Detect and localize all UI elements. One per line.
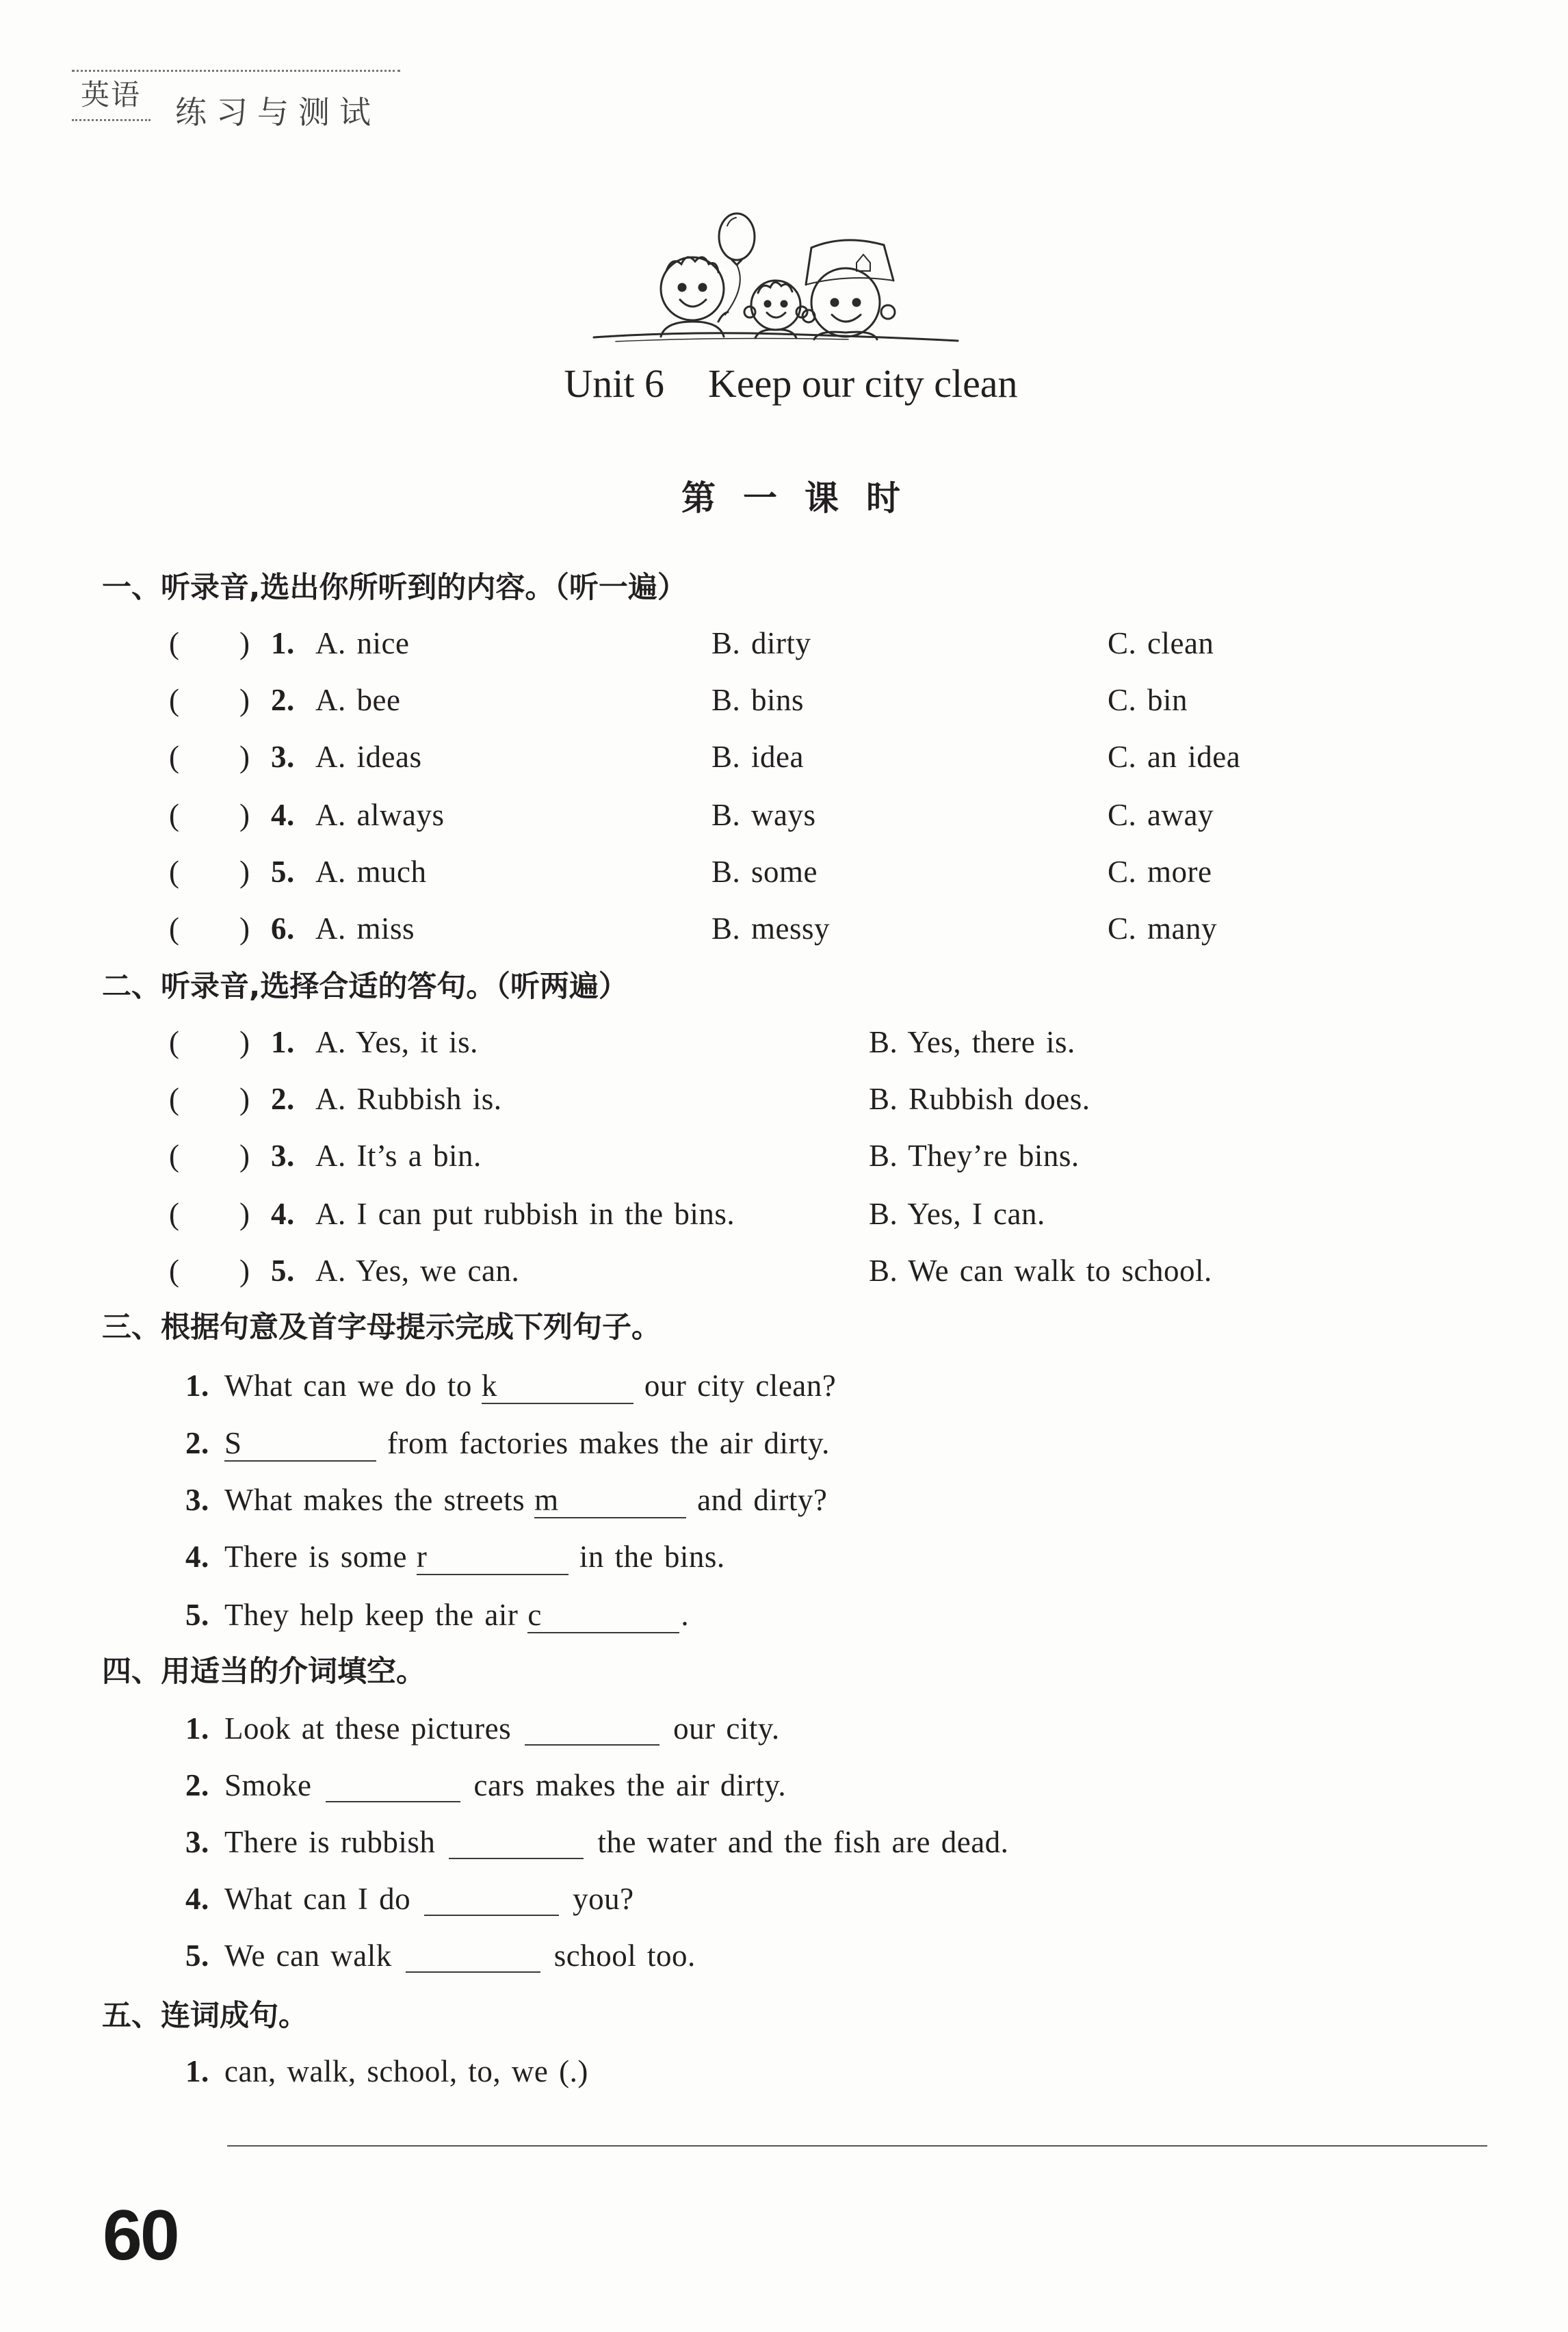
option-a: A. always — [315, 798, 445, 832]
sentence-end: cars makes the air dirty. — [473, 1768, 787, 1802]
option-a: A. Rubbish is. — [315, 1082, 502, 1116]
answer-bracket-close: ) — [239, 626, 250, 660]
answer-blank — [449, 1857, 584, 1859]
header-dotted-line — [72, 70, 400, 72]
kids-balloon-illustration — [588, 205, 971, 363]
section3-heading: 三、根据句意及首字母提示完成下列句子。 — [102, 1310, 661, 1345]
scrambled-words: can, walk, school, to, we (.) — [224, 2054, 588, 2088]
sentence-start: What can I do — [224, 1882, 411, 1916]
unit-name: Keep our city clean — [708, 361, 1018, 406]
hint-fill-item — [185, 1536, 725, 1577]
item-number: 4. — [185, 1882, 209, 1916]
option-b: B. Rubbish does. — [869, 1082, 1090, 1116]
subject-label: 英语 — [81, 78, 142, 112]
kid-right-smile — [832, 315, 861, 322]
sentence-end: the water and the fish are dead. — [597, 1825, 1009, 1859]
item-number: 2. — [185, 1426, 209, 1460]
answer-bracket-open: ( — [169, 683, 180, 717]
item-number: 4. — [271, 1197, 295, 1231]
balloon-shine — [727, 218, 736, 226]
option-a: A. nice — [315, 626, 410, 660]
option-b: B. bins — [711, 683, 805, 717]
item-number: 1. — [185, 2054, 209, 2088]
option-a: A. It’s a bin. — [315, 1139, 482, 1173]
option-b: B. messy — [711, 911, 831, 946]
preposition-item — [185, 1765, 786, 1806]
answer-blank — [417, 1540, 569, 1575]
answer-blank — [534, 1483, 686, 1518]
option-c: C. an idea — [1108, 740, 1241, 774]
option-a: A. miss — [315, 911, 415, 946]
answer-blank — [224, 1426, 376, 1462]
kid-left-face — [661, 257, 724, 320]
item-number: 4. — [271, 798, 295, 832]
answer-bracket-close: ) — [239, 1197, 250, 1231]
answer-blank — [406, 1971, 540, 1973]
kid-middle-smile — [767, 313, 785, 318]
hint-fill-item — [185, 1365, 836, 1406]
sentence-end: in the bins. — [579, 1540, 725, 1574]
answer-bracket-open: ( — [169, 1254, 180, 1288]
answer-bracket-close: ) — [239, 740, 250, 774]
answer-bracket-open: ( — [169, 626, 180, 660]
answer-bracket-open: ( — [169, 1082, 180, 1116]
option-b: B. dirty — [711, 626, 811, 660]
option-a: A. much — [315, 855, 427, 889]
book-title: 练习与测试 — [175, 94, 380, 131]
answer-blank — [424, 1914, 559, 1916]
option-c: C. clean — [1108, 626, 1214, 660]
answer-bracket-close: ) — [239, 1254, 250, 1288]
sentence-start: Look at these pictures — [224, 1711, 512, 1746]
sentence-start: What can we do to — [224, 1369, 472, 1403]
sentence-end: you? — [573, 1882, 634, 1916]
ground-line — [594, 333, 958, 341]
word-order-item — [185, 2051, 588, 2092]
lesson-title: 第一课时 — [681, 478, 928, 518]
section4-heading: 四、用适当的介词填空。 — [102, 1655, 426, 1689]
kid-right-hand — [881, 305, 895, 319]
section1-heading: 一、听录音,选出你所听到的内容。（听一遍） — [102, 571, 687, 605]
answer-bracket-open: ( — [169, 1197, 180, 1231]
kid-right-eye — [831, 299, 838, 306]
answer-bracket-close: ) — [239, 1025, 250, 1059]
balloon — [719, 213, 755, 315]
item-number: 1. — [185, 1369, 209, 1403]
item-number: 3. — [271, 1139, 295, 1173]
sentence-start: There is rubbish — [224, 1825, 436, 1859]
answer-bracket-close: ) — [239, 683, 250, 717]
balloon-body — [719, 213, 755, 260]
hint-fill-item — [185, 1423, 830, 1464]
option-a: A. bee — [315, 683, 401, 717]
item-number: 5. — [271, 855, 295, 889]
balloon-string — [725, 265, 740, 315]
sentence-start: There is some — [224, 1540, 407, 1574]
sentence-start: We can walk — [224, 1939, 392, 1973]
item-number: 6. — [271, 911, 295, 946]
hint-fill-item — [185, 1479, 827, 1520]
answer-blank — [527, 1598, 679, 1633]
subject-underline — [72, 119, 151, 121]
hint-letter: c — [527, 1598, 542, 1632]
kid-left-smile — [680, 300, 706, 307]
option-c: C. more — [1108, 855, 1212, 889]
sentence-end: from factories makes the air dirty. — [387, 1426, 830, 1460]
sentence-end: school too. — [553, 1939, 696, 1973]
answer-bracket-open: ( — [169, 740, 180, 774]
kid-right-hat-brim — [806, 278, 893, 285]
option-c: C. many — [1108, 911, 1217, 946]
kid-right-eye — [853, 299, 860, 306]
kid-middle-hand — [744, 307, 755, 318]
unit-title — [0, 360, 1568, 408]
option-c: C. bin — [1108, 683, 1188, 717]
section2-heading: 二、听录音,选择合适的答句。（听两遍） — [102, 970, 628, 1004]
answer-bracket-close: ) — [239, 798, 250, 832]
kid-middle-eye — [765, 301, 770, 307]
option-b: B. ways — [711, 798, 816, 832]
sentence-start: They help keep the air — [224, 1598, 519, 1632]
preposition-item — [185, 1822, 1008, 1863]
kid-middle-face — [751, 281, 800, 330]
kid-middle-eye — [781, 301, 787, 307]
item-number: 3. — [185, 1483, 209, 1517]
kid-right-hat-house — [857, 255, 870, 271]
kid-right — [802, 240, 895, 339]
answer-bracket-open: ( — [169, 798, 180, 832]
kid-left — [661, 257, 728, 337]
sentence-end: and dirty? — [697, 1483, 828, 1517]
option-c: C. away — [1108, 798, 1214, 832]
unit-number: Unit 6 — [564, 361, 665, 406]
kid-left-hair — [666, 257, 718, 272]
sentence-end: our city clean? — [644, 1369, 837, 1403]
option-b: B. We can walk to school. — [869, 1254, 1212, 1288]
option-b: B. some — [711, 855, 818, 889]
hint-letter: S — [224, 1426, 242, 1460]
item-number: 2. — [271, 683, 295, 717]
section5-heading: 五、连词成句。 — [102, 1999, 308, 2033]
answer-bracket-close: ) — [239, 911, 250, 946]
item-number: 5. — [271, 1254, 295, 1288]
hint-letter: m — [534, 1483, 559, 1517]
option-b: B. They’re bins. — [869, 1139, 1080, 1173]
answer-blank — [525, 1744, 659, 1746]
item-number: 1. — [271, 626, 295, 660]
answer-bracket-close: ) — [239, 1139, 250, 1173]
item-number: 3. — [185, 1825, 209, 1859]
sentence-end: . — [681, 1598, 690, 1632]
option-b: B. Yes, I can. — [869, 1197, 1045, 1231]
sentence-end: our city. — [673, 1711, 780, 1746]
option-b: B. idea — [711, 740, 804, 774]
item-number: 3. — [271, 740, 295, 774]
item-number: 5. — [185, 1598, 209, 1632]
sentence-start: Smoke — [224, 1768, 312, 1802]
item-number: 1. — [271, 1025, 295, 1059]
option-b: B. Yes, there is. — [869, 1025, 1075, 1059]
option-a: A. Yes, it is. — [315, 1025, 478, 1059]
page-number: 60 — [103, 2196, 178, 2275]
answer-bracket-open: ( — [169, 1025, 180, 1059]
hint-fill-item — [185, 1594, 689, 1635]
option-a: A. ideas — [315, 740, 422, 774]
option-a: A. I can put rubbish in the bins. — [315, 1197, 735, 1231]
answer-bracket-open: ( — [169, 911, 180, 946]
kid-middle — [744, 281, 807, 338]
preposition-item — [185, 1708, 780, 1749]
answer-bracket-close: ) — [239, 855, 250, 889]
answer-bracket-open: ( — [169, 855, 180, 889]
answer-blank — [482, 1369, 633, 1404]
preposition-item — [185, 1935, 696, 1976]
kid-left-eye — [679, 284, 685, 291]
item-number: 2. — [271, 1082, 295, 1116]
kid-left-arm — [718, 312, 728, 322]
ground-stroke — [594, 333, 958, 341]
answer-blank — [326, 1800, 460, 1802]
item-number: 4. — [185, 1540, 209, 1574]
item-number: 2. — [185, 1768, 209, 1802]
kid-left-eye — [699, 284, 706, 291]
answer-bracket-open: ( — [169, 1139, 180, 1173]
answer-line — [227, 2145, 1487, 2147]
item-number: 1. — [185, 1711, 209, 1746]
option-a: A. Yes, we can. — [315, 1254, 520, 1288]
hint-letter: k — [481, 1369, 497, 1403]
answer-bracket-close: ) — [239, 1082, 250, 1116]
hint-letter: r — [416, 1540, 428, 1574]
sentence-start: What makes the streets — [224, 1483, 525, 1517]
preposition-item — [185, 1878, 634, 1919]
item-number: 5. — [185, 1939, 209, 1973]
